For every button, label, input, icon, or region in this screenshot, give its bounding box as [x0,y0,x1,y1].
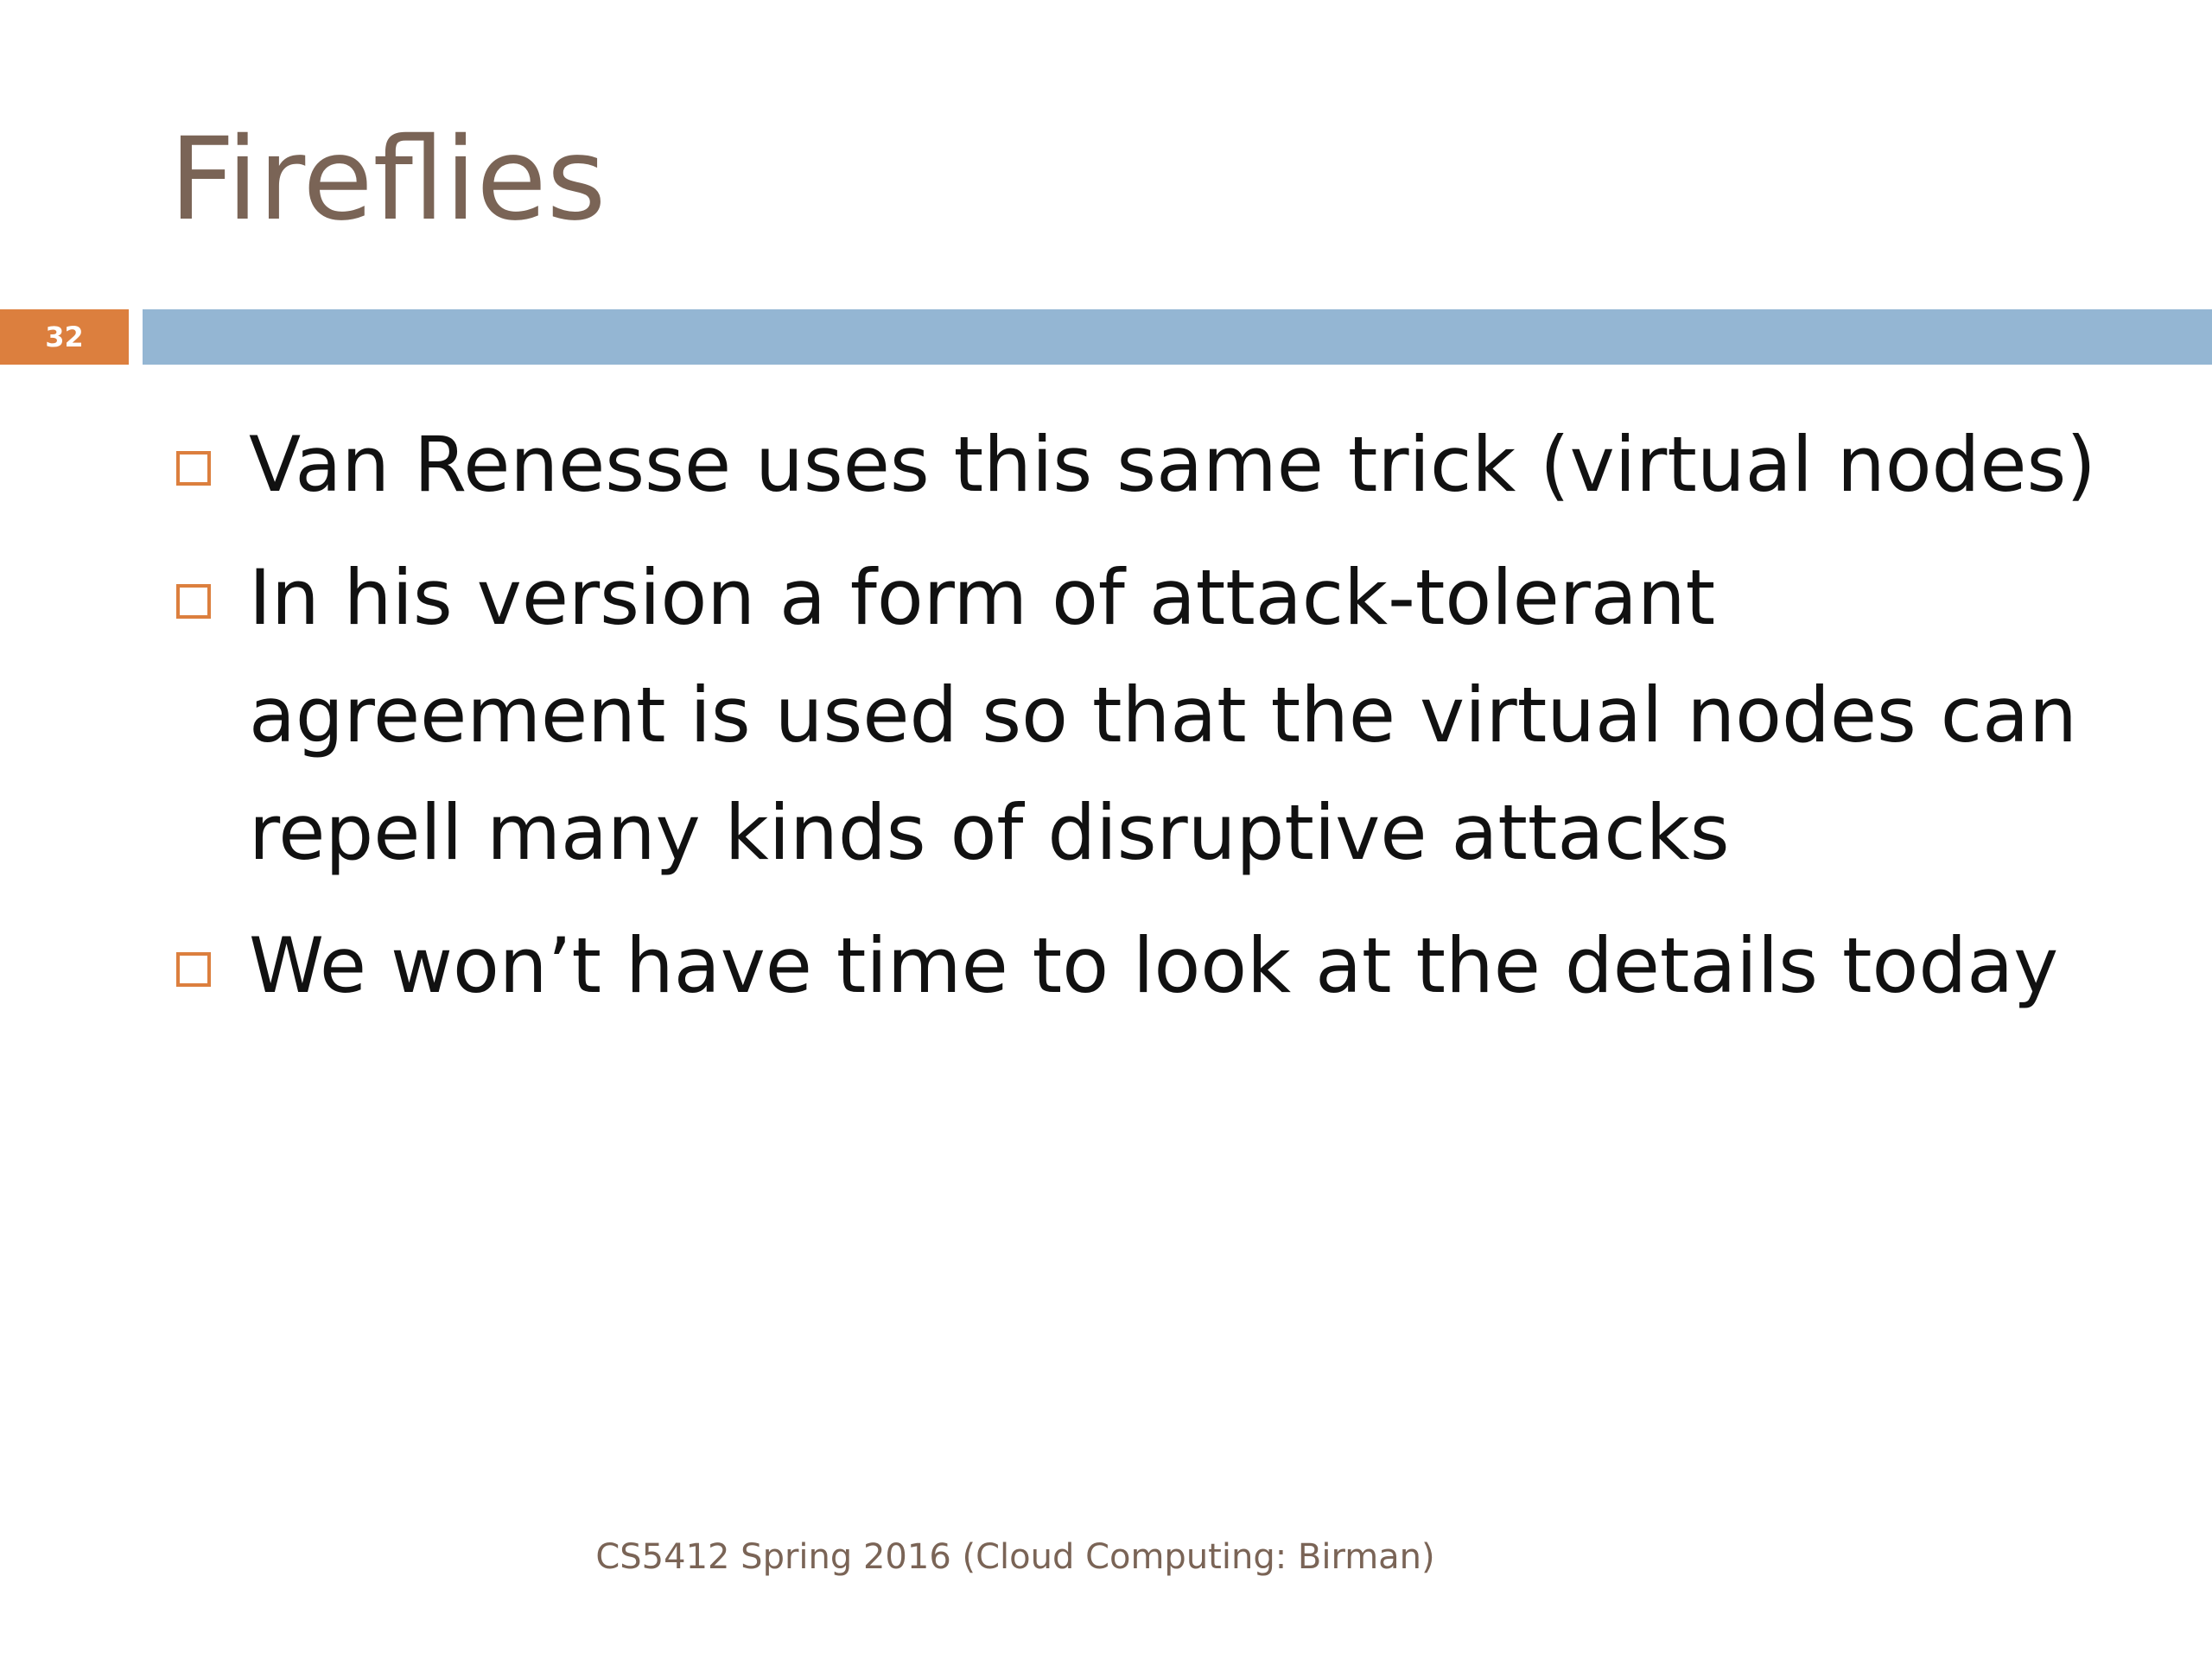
title-underline-bar [143,309,2212,365]
page-number-badge [0,309,129,365]
square-bullet-icon [176,952,211,987]
bullet-text: In his version a form of attack-tolerant agreement is used so that the virtual nodes can repell many kinds of disruptive attacks [249,553,2077,877]
bullet-item [169,406,2122,524]
bullet-text: We won’t have time to look at the details today [249,921,2059,1010]
bullet-text: Van Renesse uses this same trick (virtual nodes) [249,420,2096,509]
slide-title: Fireflies [169,113,607,246]
bullet-item [169,907,2122,1025]
bullet-item [169,539,2122,892]
bullet-list [169,406,2122,1040]
square-bullet-icon [176,584,211,619]
slide-footer: CS5412 Spring 2016 (Cloud Computing: Birman) [595,1537,1435,1577]
square-bullet-icon [176,451,211,486]
page-number: 32 [45,321,84,353]
